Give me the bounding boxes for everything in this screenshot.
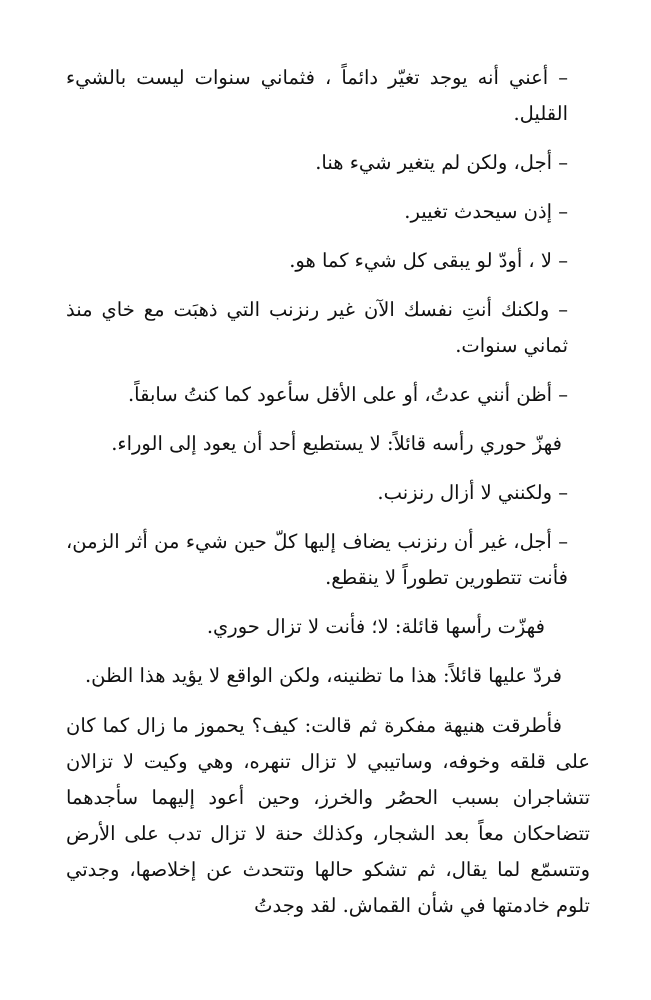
dialogue-line: – إذن سيحدث تغيير. xyxy=(404,200,568,223)
narration-line: فهزّ حوري رأسه قائلاً: لا يستطيع أحد أن يعود إلى الوراء. xyxy=(111,432,562,455)
dialogue-line: – أظن أنني عدتُ، أو على الأقل سأعود كما كنتُ سابقاً. xyxy=(127,383,568,406)
dialogue-line: – أجل، غير أن رنزنب يضاف إليها كلّ حين شيء من أثر الزمن، فأنت تتطورين تطوراً لا ينقطع. xyxy=(66,530,568,589)
dialogue-line: – ولكنني لا أزال رنزنب. xyxy=(377,481,568,504)
dialogue-line: – ولكنك أنتِ نفسك الآن غير رنزنب التي ذهبَت مع خاي منذ ثماني سنوات. xyxy=(66,298,568,357)
narration-line: فردّ عليها قائلاً: هذا ما تظنينه، ولكن الواقع لا يؤيد هذا الظن. xyxy=(84,664,562,687)
dialogue-line: – أجل، ولكن لم يتغير شيء هنا. xyxy=(315,151,568,174)
narration-paragraph: فأطرقت هنيهة مفكرة ثم قالت: كيف؟ يحموز ما زال كما كان على قلقه وخوفه، وساتيبي لا تزال تنهره، وهي وكيت لا تزالان تتشاجران بسبب الحصُر والخرز، وحين أعود إليهما سأجدهما تتضاحكان معاً بعد الشجار، وكذلك حنة لا تزال تدب على الأرض وتتسمّع لما يقال، ثم تشكو حالها وتتحدث عن إخلاصها، وجدتي تلوم خادمتها في شأن القماش. لقد وجدتُ xyxy=(66,714,590,917)
dialogue-line: – لا ، أودّ لو يبقى كل شيء كما هو. xyxy=(289,249,568,272)
text-block xyxy=(66,60,590,937)
dialogue-line: – أعني أنه يوجد تغيّر دائماً ، فثماني سنوات ليست بالشيء القليل. xyxy=(66,66,568,125)
narration-line: فهزّت رأسها قائلة: لا؛ فأنت لا تزال حوري. xyxy=(206,615,545,638)
